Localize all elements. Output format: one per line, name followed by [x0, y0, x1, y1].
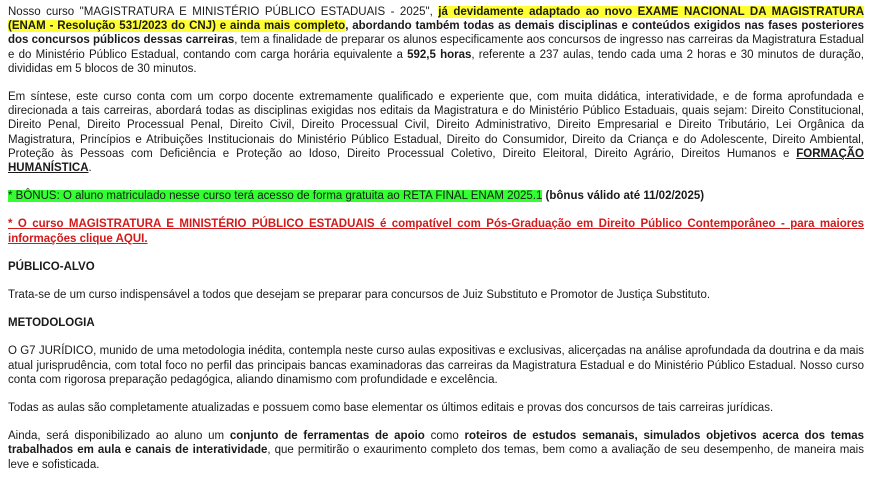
intro-text-disciplines: , abordando também todas as demais disciplinas e conteúdos exigidos nas fases posteriores dos concursos públicos dessas carreiras: [8, 20, 864, 47]
formacao-humanistica: FORMAÇÃO HUMANÍSTICA: [8, 147, 864, 175]
intro-enam-highlight: já devidamente adaptado ao novo EXAME NACIONAL DA MAGISTRATURA (ENAM - Resolução 531/2023 do CNJ) e ainda mais completo: [8, 6, 865, 33]
bonus-validity: (bônus válido até 11/02/2025): [542, 190, 705, 203]
summary-period: .: [88, 162, 92, 175]
metodologia-paragraph-1: O G7 JURÍDICO, munido de uma metodologia inédita, contempla neste curso aulas expositivas e exclusivas, alicerçadas na análise aprofundada da doutrina e da mais atual jurisprudência, com total foco no perfil das principais bancas examinadoras das carreiras da Magistratura Estadual e do Ministério Público Estadual. Nosso curso conta com rigorosa preparação pedagógica, aliando dinamismo com profundidade e excelência.: [8, 345, 864, 386]
bonus-highlight: * BÔNUS: O aluno matriculado nesse curso terá acesso de forma gratuita ao RETA FINAL ENAM 2025.1: [8, 190, 543, 203]
tools-set: conjunto de ferramentas de apoio: [229, 430, 425, 443]
metodologia-paragraph-2: Todas as aulas são completamente atualizadas e possuem como base elementar os últimos editais e provas dos concursos de tais carreiras jurídicas.: [8, 402, 774, 415]
intro-text-course-name: Nosso curso "MAGISTRATURA E MINISTÉRIO PÚBLICO ESTADUAIS - 2025",: [8, 6, 439, 18]
tools-como: como: [424, 430, 465, 443]
metodologia-heading: METODOLOGIA: [8, 317, 95, 330]
intro-hours: 592,5 horas: [407, 48, 472, 61]
publico-alvo-heading: PÚBLICO-ALVO: [8, 260, 95, 273]
tools-list: roteiros de estudos semanais, simulados objetivos acerca dos temas trabalhados em aula e canais de interatividade: [8, 430, 865, 457]
intro-text-purpose: , tem a finalidade de preparar os alunos especificamente aos concursos de ingresso nas carreiras da Magistratura Estadual e do Ministério Público Estadual, contando com carga horária equivalente a: [8, 34, 864, 61]
tools-outcome: , que permitirão o exaurimento completo dos temas, bem como a avaliação de seu desempenho, de maneira mais leve e sofisticada.: [8, 444, 864, 471]
metodologia-paragraph-3: [8, 429, 864, 472]
intro-paragraph: [8, 5, 864, 76]
postgrad-link[interactable]: * O curso MAGISTRATURA E MINISTÉRIO PÚBLICO ESTADUAIS é compatível com Pós-Graduação em Direito Público Contemporâneo - para maiores informações clique AQUI.: [8, 218, 864, 245]
tools-intro: Ainda, será disponibilizado ao aluno um: [8, 430, 230, 443]
summary-paragraph: [8, 90, 864, 175]
intro-text-classes: , referente a 237 aulas, tendo cada uma 2 horas e 30 minutos de duração, divididas em 5 blocos de 30 minutos.: [8, 48, 864, 75]
bonus-paragraph: [8, 189, 864, 203]
publico-alvo-text: Trata-se de um curso indispensável a todos que desejam se preparar para concursos de Juiz Substituto e Promotor de Justiça Substituto.: [8, 289, 711, 302]
postgrad-paragraph: [8, 217, 864, 245]
summary-text: Em síntese, este curso conta com um corpo docente extremamente qualificado e experiente que, com muita didática, interatividade, e de forma aprofundada e direcionada a tais carreiras, abordará todas as disciplinas exigidas nos editais da Magistratura e do Ministério Público Estaduais, quais sejam: Direito Constitucional, Direito Penal, Direito Processual Penal, Direito Civil, Direito Processual Civil, Direito Administrativo, Direito Empresarial e Direito Tributário, Lei Orgânica da Magistratura, Princípios e Atribuições Institucionais do Ministério Público Estadual, Direito do Consumidor, Direito da Criança e do Adolescente, Direito Ambiental, Proteção às Pessoas com Deficiência e Proteção ao Idoso, Direito Processual Coletivo, Direito Eleitoral, Direito Agrário, Direitos Humanos e: [8, 91, 864, 160]
